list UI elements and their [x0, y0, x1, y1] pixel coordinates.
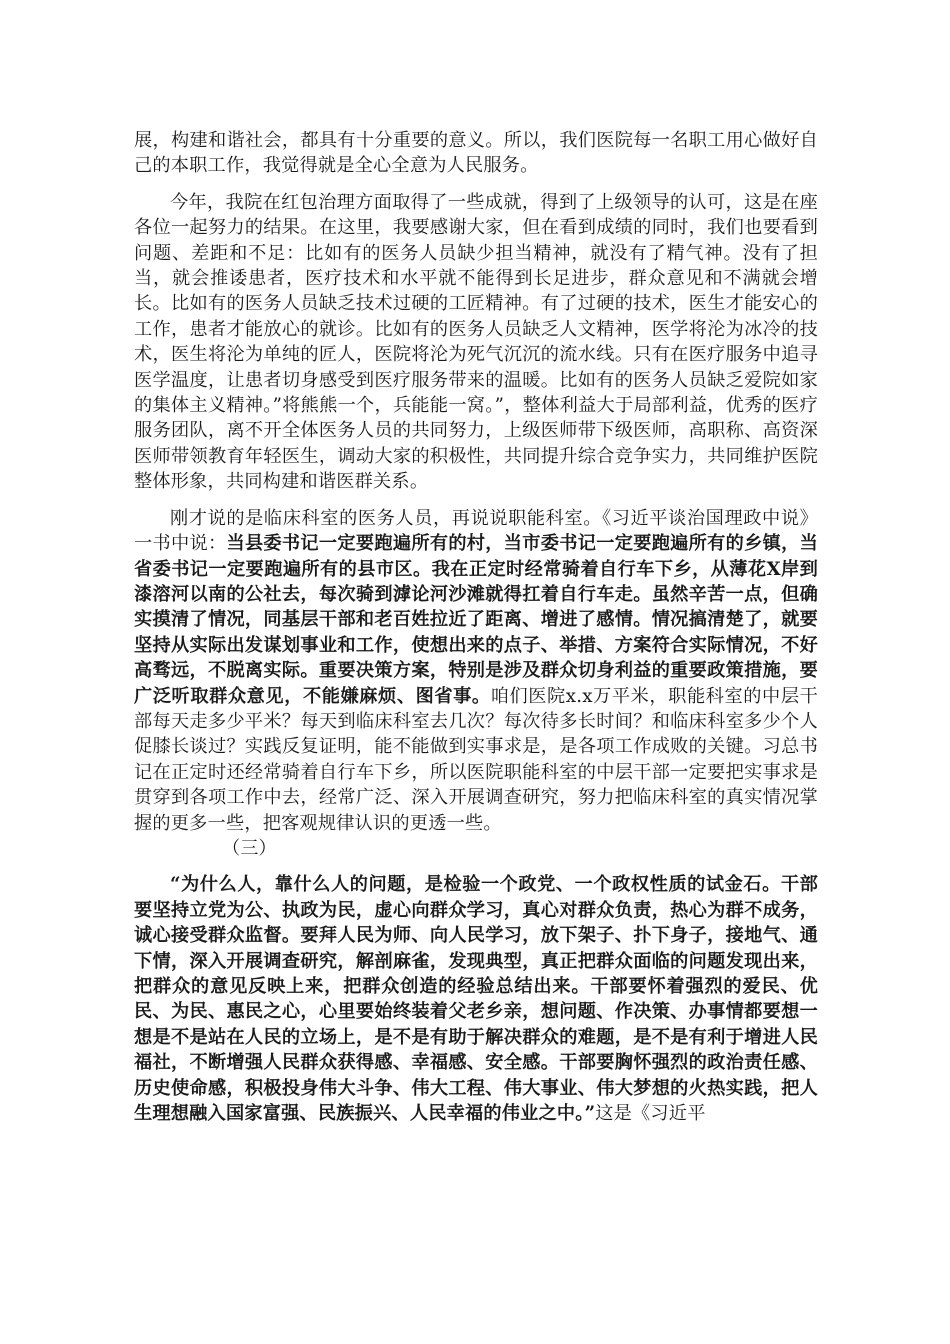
paragraph-3-rest: 咱们医院x.x万平米，职能科室的中层干部每天走多少平米？每天到临床科室去几次？每次待多长时间？和临床科室多少个人促膝长谈过？实践反复证明，能不能做到实事求是，是各项工作成败的关键。习总书记在正定时还经常骑着自行车下乡，所以医院职能科室的中层干部一定要把实事求是贯穿到各项工作中去，经常广泛、深入开展调查研究，努力把临床科室的真实情况掌握的更多一些，把客观规律认识的更透一些。 — [134, 685, 818, 834]
section-heading: （三） — [222, 837, 277, 859]
paragraph-1: 展，构建和谐社会，都具有十分重要的意义。所以，我们医院每一名职工用心做好自己的本职工作，我觉得就是全心全意为人民服务。 — [134, 130, 818, 177]
paragraph-3 — [134, 506, 818, 836]
paragraph-4 — [134, 872, 818, 1126]
paragraph-4-rest: 这是《习近平 — [595, 1103, 706, 1125]
paragraph-3-quote: 当县委书记一定要跑遍所有的村，当市委书记一定要跑遍所有的乡镇，当省委书记一定要跑遍所有的县市区。我在正定时经常骑着自行车下乡，从薄花X岸到漆溶河以南的公社去，每次骑到滹论河沙滩就得扛着自行车走。虽然辛苦一点，但确实摸清了情况，同基层干部和老百姓拉近了距离、增进了感情。情况搞清楚了，就要坚持从实际出发谋划事业和工作，使想出来的点子、举措、方案符合实际情况，不好高骛远，不脱离实际。重要决策方案，特别是涉及群众切身利益的重要政策措施，要广泛听取群众意见，不能嫌麻烦、图省事。 — [134, 533, 818, 707]
paragraph-2: 今年，我院在红包治理方面取得了一些成就，得到了上级领导的认可，这是在座各位一起努力的结果。在这里，我要感谢大家，但在看到成绩的同时，我们也要看到问题、差距和不足：比如有的医务人员缺少担当精神，就没有了精气神。没有了担当，就会推诿患者，医疗技术和水平就不能得到长足进步，群众意见和不满就会增长。比如有的医务人员缺乏技术过硬的工匠精神。有了过硬的技术，医生才能安心的工作，患者才能放心的就诊。比如有的医务人员缺乏人文精神，医学将沦为冰冷的技术，医生将沦为单纯的匠人，医院将沦为死气沉沉的流水线。只有在医疗服务中追寻医学温度，让患者切身感受到医疗服务带来的温暖。比如有的医务人员缺乏爱院如家的集体主义精神。”将熊熊一个，兵能能一窝。”，整体利益大于局部利益，优秀的医疗服务团队，离不开全体医务人员的共同努力，上级医师带下级医师，高职称、高资深医师带领教育年轻医生，调动大家的积极性，共同提升综合竞争实力，共同维护医院整体形象，共同构建和谐医群关系。 — [134, 191, 818, 493]
paragraph-3-intro: 刚才说的是临床科室的医务人员，再说说职能科室。《习近平谈治国理政中说》一书中说： — [134, 507, 818, 555]
paragraph-4-quote: “为什么人，靠什么人的问题，是检验一个政党、一个政权性质的试金石。干部要坚持立党为公、执政为民，虚心向群众学习，真心对群众负责，热心为群不成务，诚心接受群众监督。要拜人民为师、向人民学习，放下架子、扑下身子，接地气、通下情，深入开展调查研究，解剖麻雀，发现典型，真正把群众面临的问题发现出来，把群众的意见反映上来，把群众创造的经验总结出来。干部要怀着强烈的爱民、优民、为民、惠民之心，心里要始终装着父老乡亲，想问题、作决策、办事情都要想一想是不是站在人民的立场上，是不是有助于解决群众的难题，是不是有利于增进人民福社，不断增强人民群众获得感、幸福感、安全感。干部要胸怀强烈的政治责任感、历史使命感，积极投身伟大斗争、伟大工程、伟大事业、伟大梦想的火热实践，把人生理想融入国家富强、民族振兴、人民幸福的伟业之中。” — [134, 874, 818, 1125]
document-page — [134, 128, 818, 1126]
